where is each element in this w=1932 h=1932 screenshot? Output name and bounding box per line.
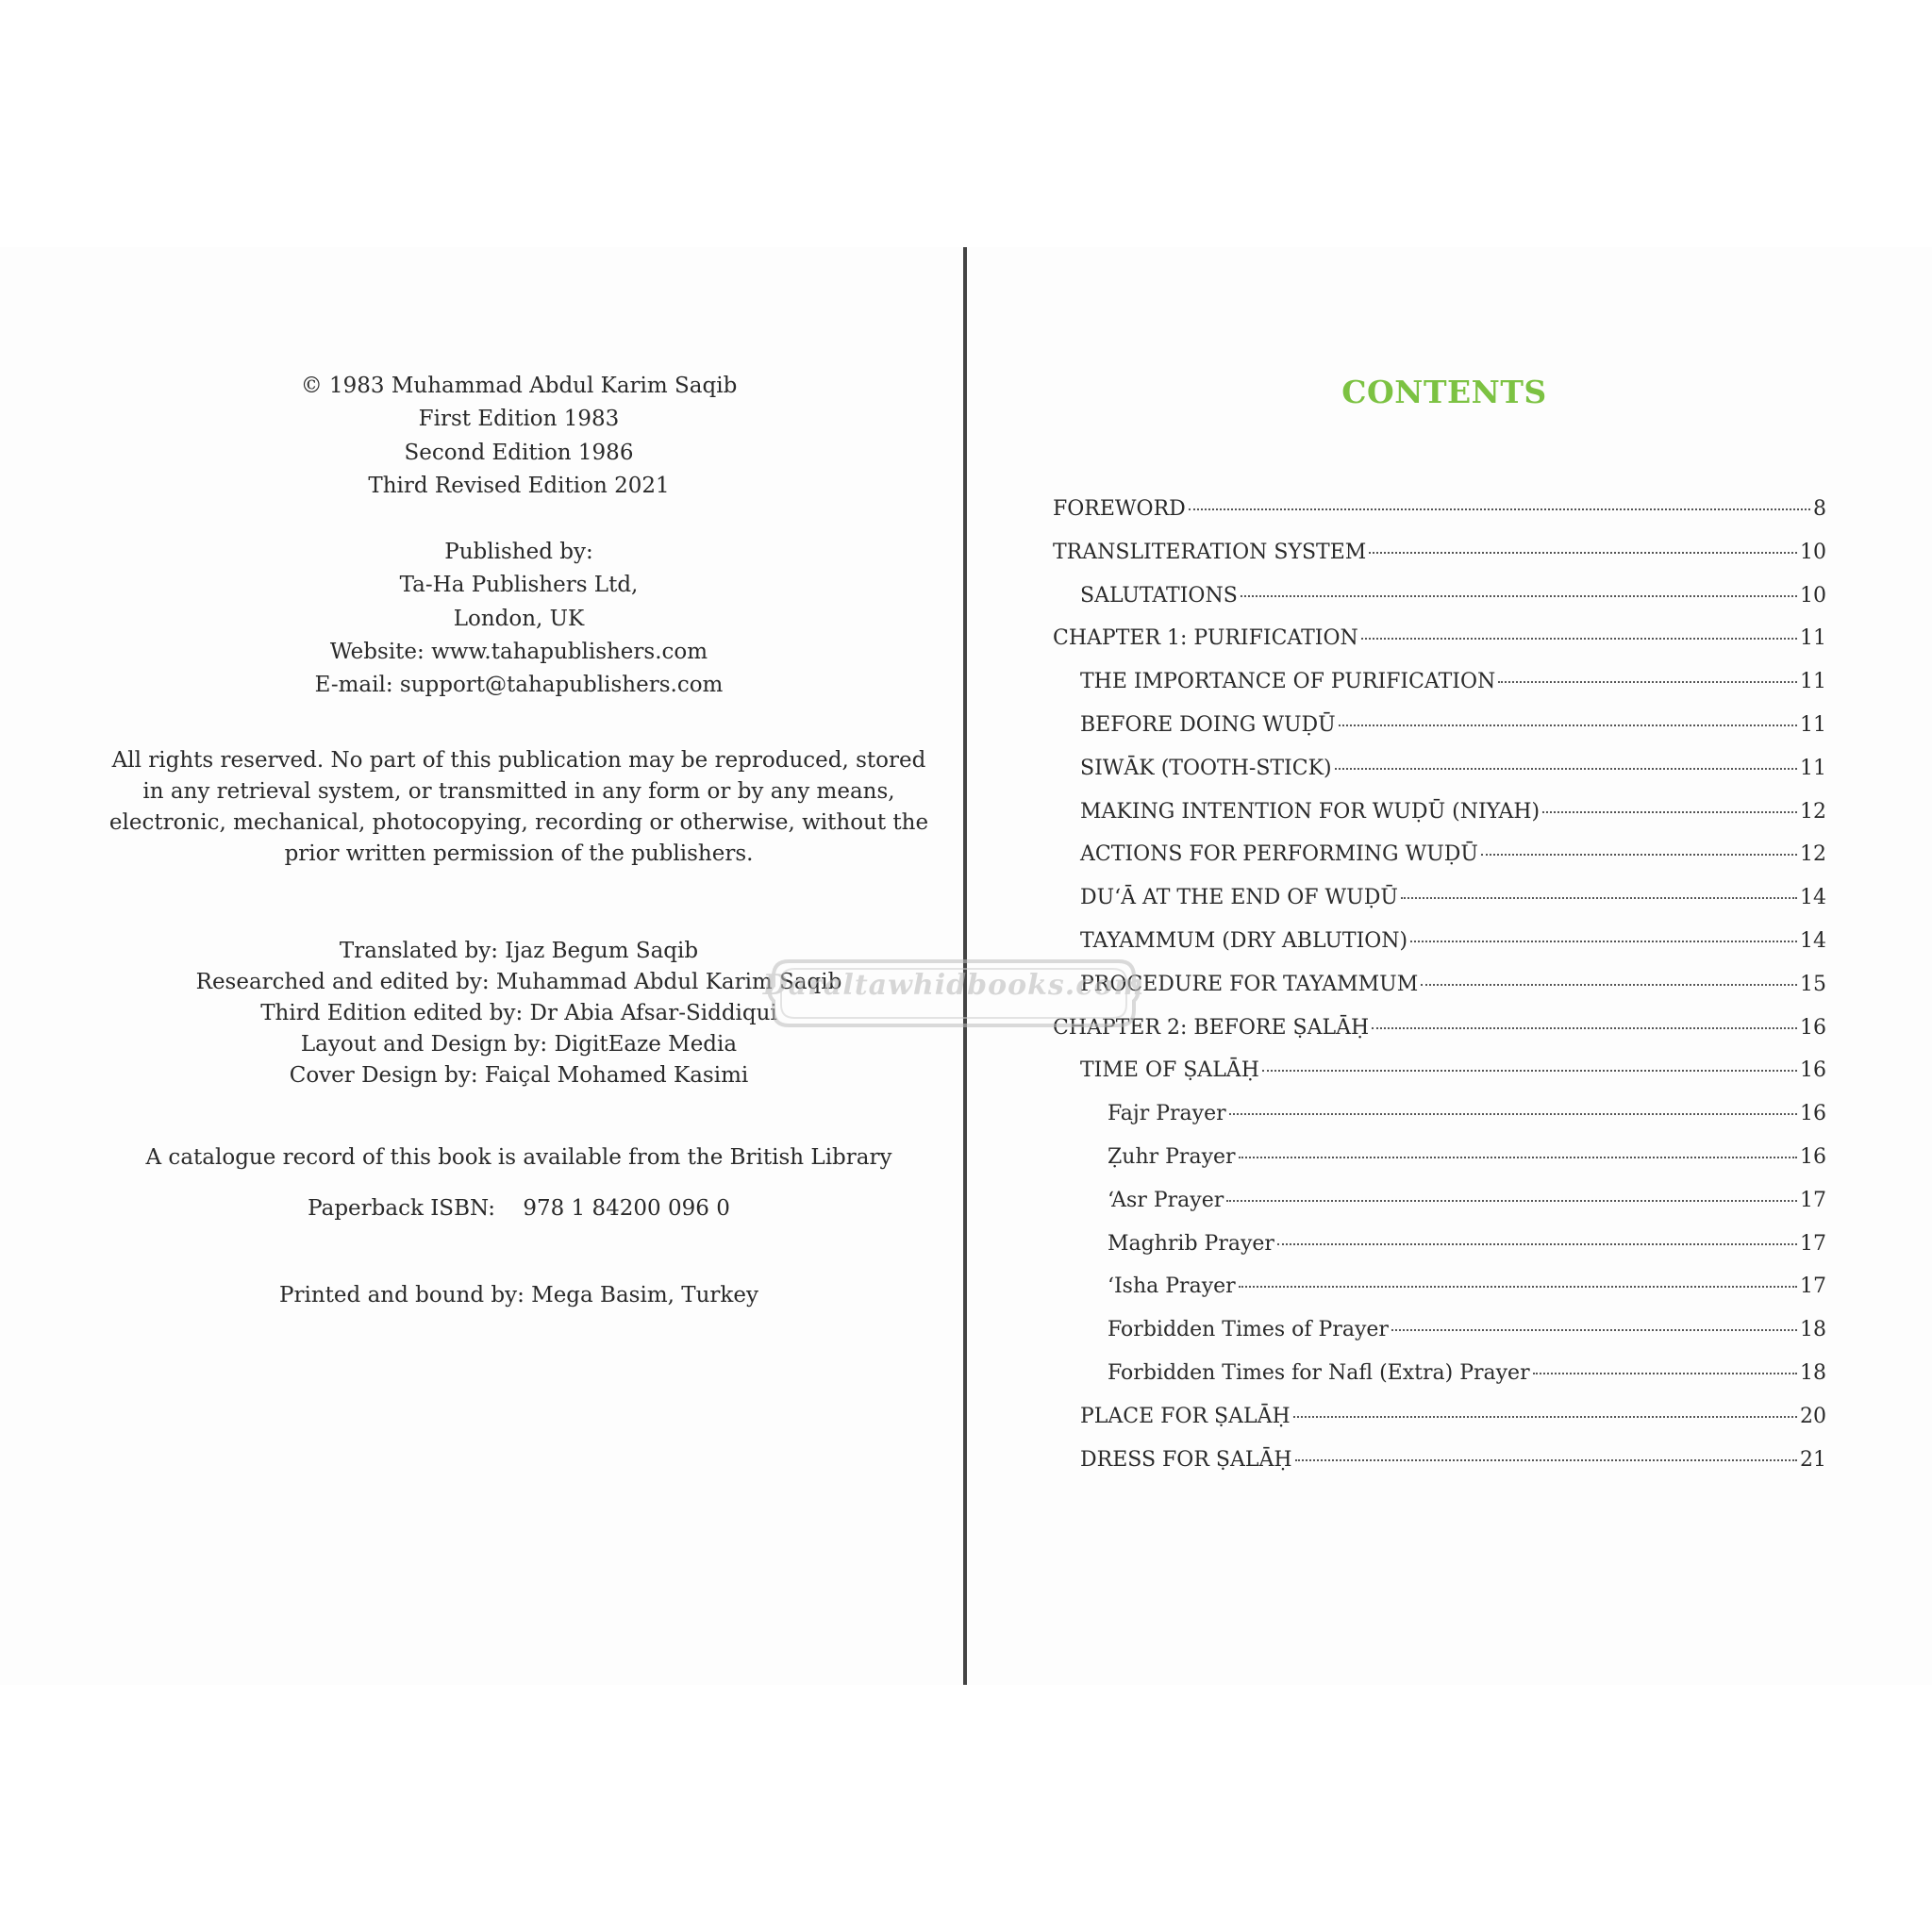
toc-entry-title: Fajr Prayer [1108,1102,1226,1126]
toc-entry-page: 14 [1800,928,1826,953]
second-edition-line: Second Edition 1986 [404,440,634,465]
toc-entry-page: 11 [1800,712,1826,737]
toc-entry-page: 21 [1800,1447,1826,1472]
toc-leader-dots [1391,1329,1797,1331]
toc-entry-page: 17 [1800,1188,1826,1212]
toc-entry-title: ACTIONS FOR PERFORMING WUḌŪ [1080,842,1478,867]
toc-entry-page: 11 [1800,626,1826,651]
toc-entry-title: DU‘Ā AT THE END OF WUḌŪ [1080,886,1398,910]
toc-entry [1053,488,1826,531]
toc-entry [1053,1308,1826,1352]
publisher-website: Website: www.tahapublishers.com [329,639,708,664]
toc-entry [1053,1265,1826,1308]
printer-text: Printed and bound by: Mega Basim, Turkey [279,1283,758,1307]
toc-leader-dots [1229,1113,1797,1115]
toc-entry-title: CHAPTER 1: PURIFICATION [1053,626,1358,651]
toc-entry-page: 8 [1813,497,1826,521]
toc-entry [1053,1136,1826,1179]
toc-entry [1053,876,1826,920]
publisher-email: E-mail: support@tahapublishers.com [314,673,724,698]
third-edition-line: Third Revised Edition 2021 [368,473,670,498]
toc-entry-page: 11 [1800,670,1826,694]
toc-entry [1053,963,1826,1007]
toc-entry-page: 18 [1800,1360,1826,1385]
toc-entry-page: 16 [1800,1015,1826,1040]
publisher-info [104,536,934,702]
watermark [760,948,1147,1039]
first-edition-line: First Edition 1983 [418,407,620,432]
toc-entry-page: 16 [1800,1102,1826,1126]
toc-leader-dots [1361,638,1797,640]
isbn-value: 978 1 84200 096 0 [523,1196,730,1221]
toc-entry [1053,1049,1826,1092]
toc-entry [1053,920,1826,963]
toc-entry-title: TIME OF ṢALĀḤ [1080,1058,1259,1083]
toc-entry-page: 10 [1800,583,1826,608]
printer-info [104,1279,934,1312]
watermark-text: Daraltawhidbooks.com [762,969,1145,1002]
toc-entry-title: PLACE FOR ṢALĀḤ [1080,1404,1291,1428]
toc-entry [1053,575,1826,618]
toc-leader-dots [1421,984,1797,986]
toc-leader-dots [1239,1157,1797,1158]
toc-entry [1053,791,1826,834]
toc-leader-dots [1295,1459,1797,1461]
toc-leader-dots [1335,768,1797,770]
translator-credit: Translated by: Ijaz Begum Saqib [339,939,699,963]
toc-leader-dots [1189,508,1810,510]
published-by-label: Published by: [444,540,593,564]
toc-entry-page: 11 [1800,756,1826,780]
toc-leader-dots [1401,897,1797,899]
toc-entry-title: BEFORE DOING WUḌŪ [1080,712,1336,737]
toc-entry [1053,1395,1826,1439]
toc-entry-page: 12 [1800,799,1826,824]
toc-entry-title: Ẓuhr Prayer [1108,1144,1236,1169]
toc-entry-page: 18 [1800,1318,1826,1342]
table-of-contents [1053,488,1826,1481]
edition-info [104,370,934,503]
catalogue-record [104,1141,934,1174]
toc-leader-dots [1241,595,1797,597]
toc-entry-title: SIWĀK (TOOTH-STICK) [1080,756,1332,780]
toc-leader-dots [1369,552,1797,554]
toc-leader-dots [1239,1286,1797,1288]
toc-entry-title: MAKING INTENTION FOR WUḌŪ (NIYAH) [1080,799,1541,824]
editor-credit: Researched and edited by: Muhammad Abdul Karim Saqib [195,970,842,994]
toc-entry-page: 17 [1800,1274,1826,1299]
toc-entry [1053,1179,1826,1223]
rights-line: in any retrieval system, or transmitted in any form or by any means, [142,779,895,804]
isbn-label: Paperback ISBN: [308,1196,496,1221]
toc-leader-dots [1339,724,1797,726]
toc-entry-title: THE IMPORTANCE OF PURIFICATION [1080,670,1496,694]
toc-entry-title: Forbidden Times of Prayer [1108,1318,1389,1342]
toc-entry-title: DRESS FOR ṢALĀḤ [1080,1447,1292,1472]
toc-entry [1053,704,1826,747]
toc-entry-title: SALUTATIONS [1080,583,1238,608]
rights-notice [104,745,934,870]
toc-leader-dots [1372,1027,1797,1029]
toc-leader-dots [1481,854,1797,856]
toc-leader-dots [1293,1416,1797,1418]
toc-leader-dots [1542,811,1797,813]
layout-credit: Layout and Design by: DigitEaze Media [300,1032,738,1057]
publisher-name: Ta-Ha Publishers Ltd, [399,573,639,598]
contents-heading: CONTENTS [1341,374,1547,410]
toc-entry-title: CHAPTER 2: BEFORE ṢALĀḤ [1053,1015,1370,1040]
rights-line: electronic, mechanical, photocopying, recording or otherwise, without the [108,810,929,835]
toc-leader-dots [1262,1070,1797,1072]
toc-entry-page: 12 [1800,842,1826,867]
toc-entry-title: Maghrib Prayer [1108,1231,1274,1256]
toc-entry [1053,1092,1826,1136]
third-edition-editor-credit: Third Edition edited by: Dr Abia Afsar-Siddiqui [260,1001,777,1025]
toc-entry [1053,531,1826,575]
toc-entry-page: 10 [1800,540,1826,564]
toc-entry [1053,1352,1826,1395]
toc-entry-title: TAYAMMUM (DRY ABLUTION) [1080,928,1408,953]
toc-entry-page: 16 [1800,1058,1826,1083]
toc-entry-page: 15 [1800,972,1826,996]
toc-entry [1053,833,1826,876]
toc-entry [1053,1223,1826,1266]
toc-leader-dots [1498,681,1797,683]
toc-leader-dots [1410,941,1797,942]
toc-entry-page: 14 [1800,886,1826,910]
toc-entry [1053,1007,1826,1050]
toc-leader-dots [1533,1373,1797,1374]
cover-design-credit: Cover Design by: Faiçal Mohamed Kasimi [289,1063,749,1088]
toc-entry [1053,660,1826,704]
toc-entry-title: FOREWORD [1053,497,1186,521]
catalogue-text: A catalogue record of this book is available from the British Library [145,1145,892,1170]
copyright-line: © 1983 Muhammad Abdul Karim Saqib [300,374,738,398]
toc-entry-page: 20 [1800,1404,1826,1428]
toc-entry-title: ‘Asr Prayer [1108,1188,1224,1212]
toc-leader-dots [1277,1243,1797,1245]
toc-entry [1053,747,1826,791]
rights-line: All rights reserved. No part of this publication may be reproduced, stored [111,748,926,773]
toc-entry-title: Forbidden Times for Nafl (Extra) Prayer [1108,1360,1530,1385]
toc-entry-title: PROCEDURE FOR TAYAMMUM [1080,972,1419,996]
isbn [104,1192,934,1225]
toc-leader-dots [1226,1200,1797,1202]
toc-entry-page: 17 [1800,1231,1826,1256]
toc-entry-page: 16 [1800,1144,1826,1169]
publisher-location: London, UK [453,606,585,631]
toc-entry [1053,617,1826,660]
rights-line: prior written permission of the publishers. [284,841,754,866]
toc-entry [1053,1439,1826,1482]
toc-entry-title: TRANSLITERATION SYSTEM [1053,540,1367,564]
toc-entry-title: ‘Isha Prayer [1108,1274,1236,1299]
